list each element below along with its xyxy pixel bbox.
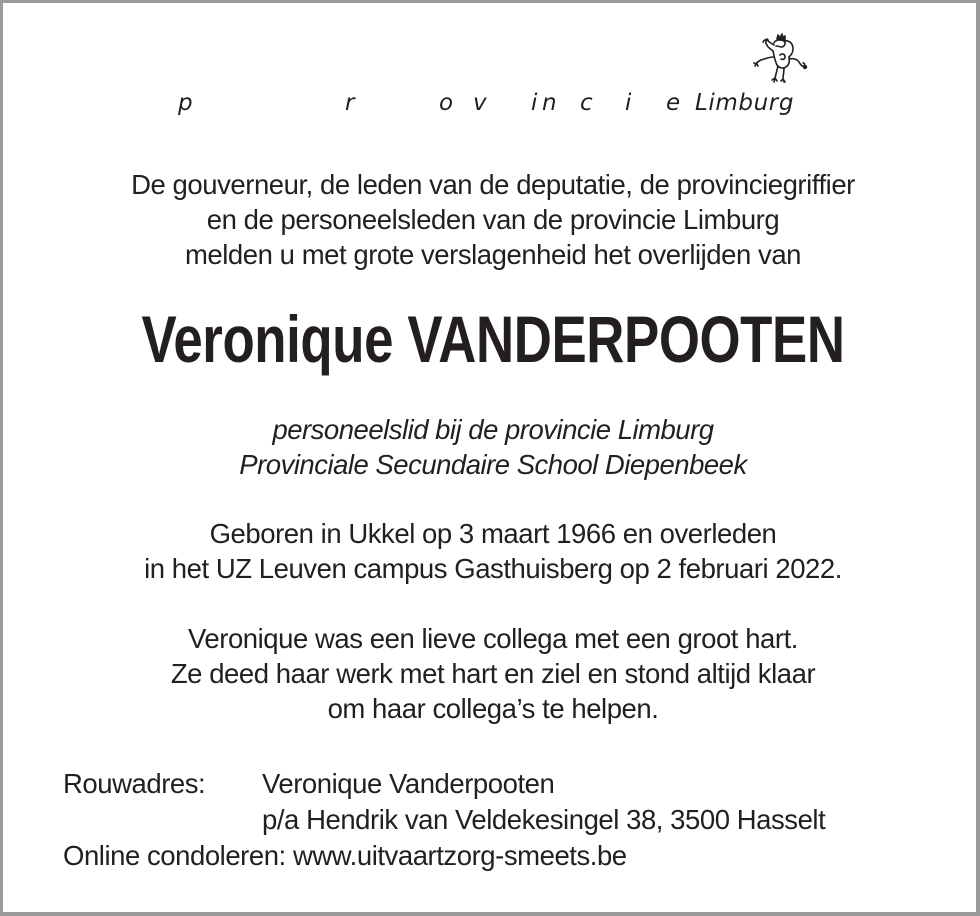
intro-line: De gouverneur, de leden van de deputatie, de provinciegriffier <box>131 169 855 200</box>
logo-letter: n <box>542 90 557 116</box>
tribute-line: Ze deed haar werk met hart en ziel en stond altijd klaar <box>170 658 816 689</box>
online-condolence-line <box>63 838 627 874</box>
provincie-limburg-logo <box>3 85 980 121</box>
logo-letter: c <box>580 90 593 116</box>
mourning-address-row <box>63 766 943 802</box>
role-paragraph <box>3 412 980 482</box>
logo-letter: o <box>439 90 454 116</box>
birth-death-line: in het UZ Leuven campus Gasthuisberg op 2 februari 2022. <box>144 553 842 584</box>
logo-word-limburg: Limburg <box>695 90 795 116</box>
tribute-paragraph <box>3 621 980 726</box>
logo-letter: r <box>345 90 355 116</box>
intro-line: melden u met grote verslagenheid het overlijden van <box>184 239 802 270</box>
role-line: personeelslid bij de provincie Limburg <box>272 414 714 445</box>
contact-section <box>63 766 943 874</box>
mourning-address-name: Veronique Vanderpooten <box>262 768 555 799</box>
intro-paragraph <box>3 167 980 272</box>
tribute-line: Veronique was een lieve collega met een groot hart. <box>188 623 798 654</box>
deceased-name: Veronique VANDERPOOTEN <box>141 302 845 376</box>
logo-letter: i <box>625 90 632 116</box>
tribute-line: om haar collega’s te helpen. <box>327 693 659 724</box>
logo-letter: i <box>531 90 538 116</box>
lion-rampant-icon <box>747 33 809 85</box>
role-line: Provinciale Secundaire School Diepenbeek <box>239 449 747 480</box>
online-condolence-label: Online condoleren: <box>63 840 286 871</box>
logo-letter: p <box>178 90 193 116</box>
logo-letter: v <box>473 90 487 116</box>
birth-death-paragraph <box>3 516 980 586</box>
birth-death-line: Geboren in Ukkel op 3 maart 1966 en overleden <box>209 518 777 549</box>
mourning-address-street: p/a Hendrik van Veldekesingel 38, 3500 Hasselt <box>262 804 826 835</box>
online-condolence-link[interactable]: www.uitvaartzorg-smeets.be <box>292 840 627 871</box>
mourning-address-street-row <box>63 802 943 838</box>
online-condolence-row <box>63 838 943 874</box>
mourning-address-label: Rouwadres: <box>63 768 206 799</box>
intro-line: en de personeelsleden van de provincie Limburg <box>206 204 780 235</box>
logo-letter: e <box>666 90 681 116</box>
